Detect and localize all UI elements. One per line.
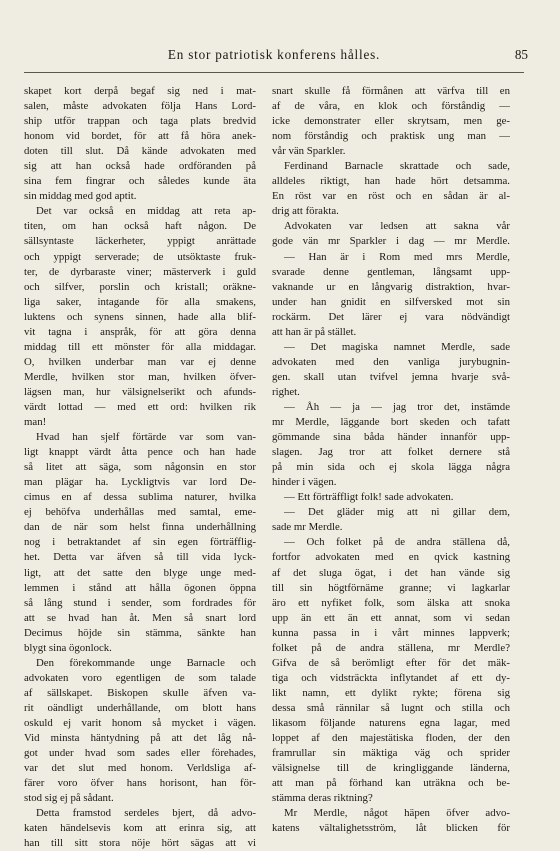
left-column-line: salen, måste advokaten följa Hans Lord- — [24, 100, 256, 113]
left-column-line: man! — [24, 416, 47, 429]
right-column-line: gömmande sina båda händer innanför upp- — [272, 431, 510, 444]
left-column-line: stod sig ej på sådant. — [24, 792, 114, 805]
left-column-line: ligt knappt värdt åtta pence och han hade — [24, 446, 256, 459]
right-column-line: äro ett nyfiket folk, som älska att snoka — [272, 596, 510, 609]
left-column-line: att se hvad han åt. Men så snart lord — [24, 611, 256, 624]
left-column-line: honom vid bordet, för att få höra anek- — [24, 130, 256, 143]
left-column-line: het. Detta var äfven så till vida lyck- — [24, 551, 256, 564]
right-column-line: loppet af den majestätiska floden, der den — [272, 732, 510, 745]
right-column-line: under han gnidit en silfversked mot sin — [272, 295, 510, 308]
left-column-line: sin middag med god aptit. — [24, 190, 137, 203]
right-column-line: alldeles riktigt, han hade hört detsamma. — [272, 175, 510, 188]
right-column-line: En röst var en röst och en sådan är al- — [272, 190, 510, 203]
left-column-line: dan de när som helst finna underhållning — [24, 521, 256, 534]
left-column-line: cimus en af dessa sublima naturer, hvilka — [24, 491, 256, 504]
left-column-line: ligt, att det satte den blyge unge med- — [24, 566, 256, 579]
left-column-line: sällsyntaste läckerheter, yppigt anrättade — [24, 235, 256, 248]
right-column-line: till sin högtförnäme granne; vi lagkarlar — [272, 581, 510, 594]
right-column-line: — Det gläder mig att ni gillar dem, — [284, 506, 510, 519]
left-column-line: skapet kort derpå begaf sig ned i mat- — [24, 85, 256, 97]
right-column-line: — Han är i Rom med mrs Merdle, — [284, 250, 510, 263]
left-column-line: got under hvad som sades eller förehades, — [24, 747, 256, 760]
right-column-line: sade mr Merdle. — [272, 521, 343, 534]
left-column-line: Merdle, hvilken stor man, hvilken öfver- — [24, 370, 256, 383]
left-column-line: Det var också en middag att reta ap- — [36, 205, 256, 218]
left-column-line: doten till slut. Då kände advokaten med — [24, 145, 256, 158]
right-column-line: — Det magiska namnet Merdle, sade — [284, 340, 510, 353]
left-column-line: och silfver, porslin och kristall; oräkne- — [24, 280, 256, 293]
right-column-line: Ferdinand Barnacle skrattade och sade, — [284, 160, 510, 173]
right-column-line: svarade denne gentleman, långsamt upp- — [272, 265, 510, 278]
right-column-line: välsignelse till de kringliggande länderna, — [272, 762, 510, 775]
left-column-line: oskuld ej varit honom så mycket i vägen. — [24, 716, 256, 729]
right-column-line: katens vältalighetsström, låt blicken för — [272, 822, 510, 835]
left-column-line: rit oändligt underhållande, om blott hans — [24, 701, 256, 714]
left-column-line: värdt lottad — med ett ord: hvilken rik — [24, 400, 256, 413]
right-column-line: kunna passa in i vårt minnes lappverk; — [272, 626, 510, 639]
right-column-line: tiga och vidsträckta inflytandet af ett dy- — [272, 671, 510, 684]
right-column-line: righet. — [272, 385, 300, 398]
left-column-line: Den förekommande unge Barnacle och — [36, 656, 256, 669]
left-column-line: ter, de dyrbaraste viner; mästerverk i guld — [24, 265, 256, 278]
left-column-line: liga saker, intagande för alla smakens, — [24, 295, 256, 308]
left-column-line: vit tagna i anspråk, för att göra denna — [24, 325, 256, 338]
running-title: En stor patriotisk konferens hålles. — [167, 47, 381, 62]
right-column-line: af det sluga ögat, i det han vände sig — [272, 566, 510, 579]
left-column-line: färer voro öfver hans horisont, han för- — [24, 777, 256, 790]
left-column-line: så lång stund i sender, som fordrades för — [24, 596, 256, 609]
right-column-line: — Och folket på de andra ställena då, — [284, 536, 510, 549]
right-column-line: att han är på stället. — [272, 325, 357, 338]
right-column-line: likasom följande naturens egna lagar, med — [272, 716, 510, 729]
right-column-line: — Åh — ja — jag tror det, instämde — [284, 400, 510, 413]
left-column-line: advokaten voro egentligen de som talade — [24, 671, 256, 684]
right-column-line: folket på de andra ställena, mr Merdle? — [272, 641, 510, 654]
right-column-line: drig att förakta. — [272, 205, 339, 218]
right-column-line: upp än ett än ett annat, som vi sedan — [272, 611, 510, 624]
left-column-line: titen, om han också haft någon. De — [24, 220, 256, 233]
left-column-line: lemmen i stånd att hålla ögonen öppna — [24, 581, 256, 594]
right-column-line: hinder i vägen. — [272, 476, 337, 489]
left-column-line: så litet att säga, som någonsin en stor — [24, 461, 256, 474]
left-column-line: ej behöfva underhållas med samtal, eme- — [24, 506, 256, 519]
left-column-line: luktens och synens sinnen, hade alla blif- — [24, 310, 256, 323]
left-column-line: katen händelsevis kom att erinra sig, att — [24, 822, 256, 835]
right-column-line: på min sida och ej skola lägga några — [272, 461, 510, 474]
left-column-line: lägsen man, hur välsignelserikt och afunds- — [24, 385, 256, 398]
left-column-line: af sällskapet. Biskopen skulle äfven va- — [24, 686, 256, 699]
left-column-line: han till sitt stora nöje hört sägas att vi — [24, 837, 256, 850]
right-column-line: dessa små rännilar så lugnt och stilla och — [272, 701, 510, 714]
left-column-line: var det slut med honom. Verldsliga af- — [24, 762, 256, 775]
right-column-line: fortfor advokaten med en qvick kastning — [272, 551, 510, 564]
right-column-line: stämma deras riktning? — [272, 792, 373, 805]
right-column-line: likt namn, ett dylikt rykte; förena sig — [272, 686, 510, 699]
right-column-line: icke demonstrater eller skrytsam, men ge- — [272, 115, 510, 128]
page-number: 85 — [514, 47, 528, 62]
right-column-line: — Ett förträffligt folk! sade advokaten. — [284, 491, 454, 504]
right-column-line: rockärm. Det lärer ej vara nödvändigt — [272, 310, 510, 323]
right-column-line: slagen. Jag tror att folket dernere stå — [272, 446, 510, 459]
right-column-line: af de våra, en klok och förståndig — — [272, 100, 510, 113]
left-column-line: man plägar ha. Lyckligtvis var lord De- — [24, 476, 256, 489]
left-column-line: Detta framstod serdeles bjert, då advo- — [36, 807, 256, 820]
right-column — [272, 84, 510, 836]
right-column-line: gen. skall utan tvifvel jemna hvarje svå- — [272, 370, 510, 383]
right-column-line: mr Merdle, läggande bort skeden och tafatt — [272, 416, 510, 429]
left-column-line: nog i betraktandet af sin egen förträfflig- — [24, 536, 256, 549]
running-header — [24, 47, 528, 67]
right-column-line: snart skulle få förmånen att värfva till en — [272, 85, 510, 97]
left-column-line: sina fem fingrar och således kunde äta — [24, 175, 256, 188]
left-column-line: O, hvilken underbar man var ej denne — [24, 355, 256, 368]
right-column-line: Mr Merdle, något häpen öfver advo- — [284, 807, 510, 820]
header-rule — [24, 72, 524, 73]
left-column — [24, 84, 256, 851]
left-column-line: Decimus höjde sin stämma, sänkte han — [24, 626, 256, 639]
right-column-line: gode vän mr Sparkler i dag — mr Merdle. — [272, 235, 510, 248]
right-column-line: Gifva de så berömligt efter för det mäk- — [272, 656, 510, 669]
right-column-line: vaknande ur en långvarig distraktion, hvar- — [272, 280, 510, 293]
right-column-line: vår vän Sparkler. — [272, 145, 346, 158]
right-column-line: att man på förhand kan uträkna och be- — [272, 777, 510, 790]
left-column-line: Hvad han sjelf förtärde var som van- — [36, 431, 256, 444]
right-column-line: advokaten med den vanliga jurybugnin- — [272, 355, 510, 368]
left-column-line: sig att han också hade ordföranden på — [24, 160, 256, 173]
left-column-line: blygt sina ögonlock. — [24, 641, 112, 654]
left-column-line: Vid minsta häntydning på att det låg nå- — [24, 732, 256, 745]
right-column-line: Advokaten var ledsen att sakna vår — [284, 220, 510, 233]
left-column-line: ship utför trappan och taga plats bredvid — [24, 115, 256, 128]
right-column-line: framrullar sin mäktiga väg och sprider — [272, 747, 510, 760]
right-column-line: nom förståndig och praktisk ung man — — [272, 130, 510, 143]
left-column-line: och yppigt serverade; de utsöktaste fruk- — [24, 250, 256, 263]
left-column-line: middag till ett mönster för alla middagar. — [24, 340, 256, 353]
